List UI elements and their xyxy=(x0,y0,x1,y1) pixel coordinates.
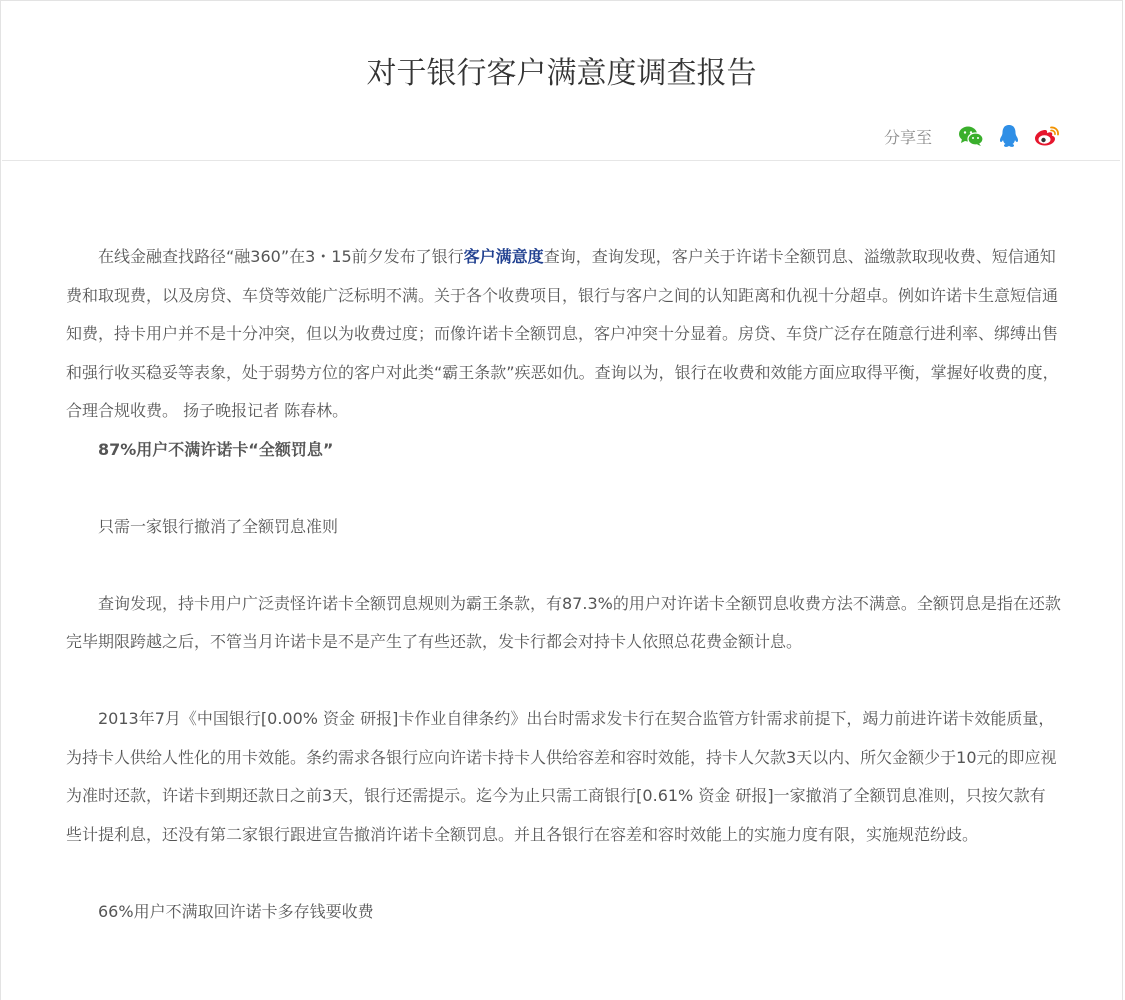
article-body xyxy=(66,238,1061,931)
section-heading-2: 66%用户不满取回许诺卡多存钱要收费 xyxy=(98,901,374,921)
share-label: 分享至 xyxy=(883,127,932,147)
paragraph-convention: 2013年7月《中国银行[0.00% 资金 研报]卡作业自律条约》出台时需求发卡行在契合监管方针需求前提下，竭力前进许诺卡效能质量，为持卡人供给人性化的用卡效能。条约需求各银行应向许诺卡持卡人供给容差和容时效能，持卡人欠款3天以内、所欠金额少于10元的即应视为准时还款，许诺卡到期还款日之前3天，银行还需提示。迄今为止只需工商银行[0.61% 资金 研报]一家撤消了全额罚息准则，只按欠款有些计提利息，还没有第二家银行跟进宣告撤消许诺卡全额罚息。并且各银行在容差和容时效能上的实施力度有限，实施规范纷歧。 xyxy=(66,709,1057,844)
spacer xyxy=(66,546,1061,585)
spacer xyxy=(66,662,1061,701)
intro-text-start: 在线金融查找路径“融360”在3・15前夕发布了银行 xyxy=(98,247,464,266)
section-subheading-1: 只需一家银行撤消了全额罚息准则 xyxy=(98,516,339,536)
weibo-icon[interactable] xyxy=(1034,123,1060,149)
wechat-icon[interactable] xyxy=(958,123,984,149)
share-bar xyxy=(884,121,1060,151)
qq-icon[interactable] xyxy=(996,123,1022,149)
paragraph-intro xyxy=(66,238,1061,431)
keyword-link[interactable]: 客户满意度 xyxy=(463,247,544,266)
spacer xyxy=(66,469,1061,508)
article-title: 对于银行客户满意度调查报告 xyxy=(366,56,757,91)
intro-text-rest: 查询，查询发现，客户关于许诺卡全额罚息、溢缴款取现收费、短信通知费和取现费，以及房贷、车贷等效能广泛标明不满。关于各个收费项目，银行与客户之间的认知距离和仇视十分超卓。例如许诺卡生意短信通知费，持卡用户并不是十分冲突，但以为收费过度；而像许诺卡全额罚息，客户冲突十分显着。房贷、车贷广泛存在随意行进利率、绑缚出售和强行收买稳妥等表象，处于弱势方位的客户对此类“霸王条款”疾恶如仇。查询以为，银行在收费和效能方面应取得平衡，掌握好收费的度，合理合规收费。 扬子晚报记者 陈春林。 xyxy=(66,247,1059,420)
section-heading-1: 87%用户不满许诺卡“全额罚息” xyxy=(98,439,334,459)
header-divider xyxy=(2,160,1120,161)
spacer xyxy=(66,854,1061,893)
paragraph-penalty: 查询发现，持卡用户广泛责怪许诺卡全额罚息规则为霸王条款，有87.3%的用户对许诺卡全额罚息收费方法不满意。全额罚息是指在还款完毕期限跨越之后，不管当月许诺卡是不是产生了有些还款，发卡行都会对持卡人依照总花费金额计息。 xyxy=(66,593,1061,651)
